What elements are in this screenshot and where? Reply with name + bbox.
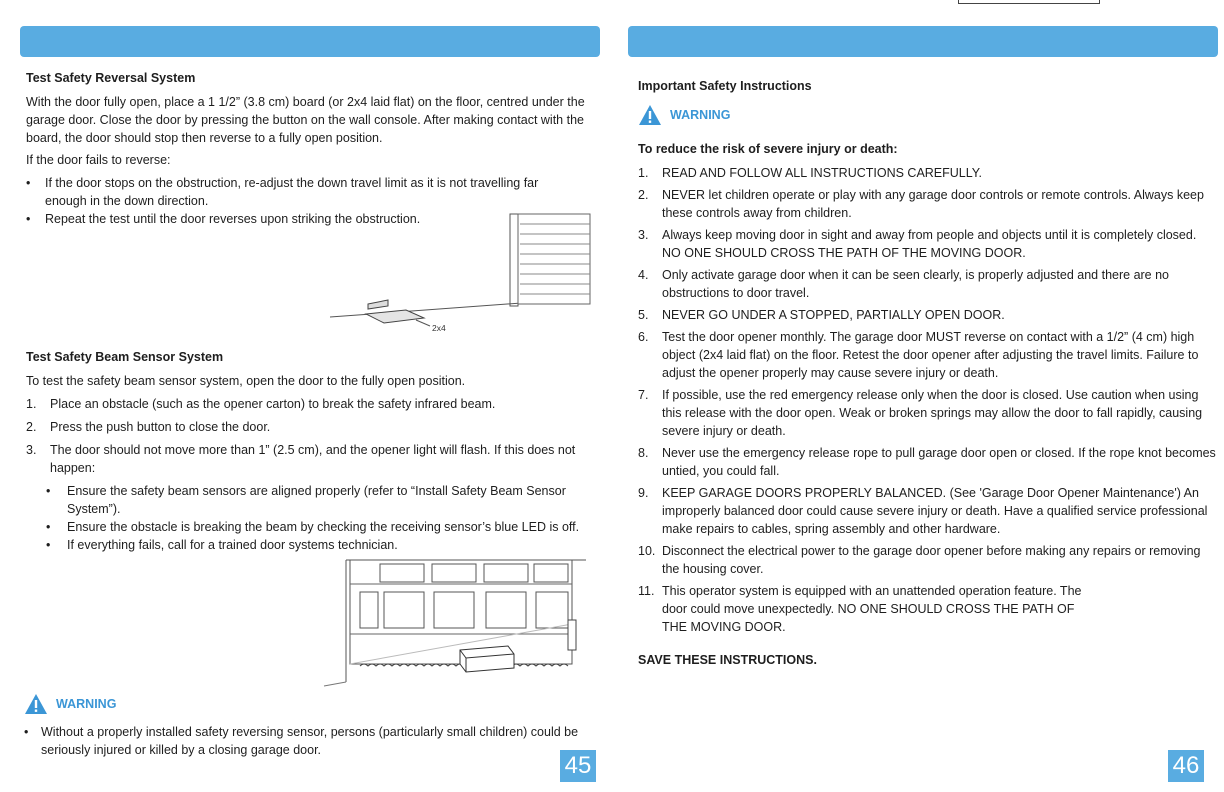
- beam-intro: To test the safety beam sensor system, open the door to the fully open position.: [26, 374, 466, 388]
- page-number: 46: [1168, 750, 1204, 782]
- warning-row: [638, 104, 730, 126]
- warning-label: WARNING: [670, 108, 731, 122]
- list-item: • If everything fails, call for a trained door systems technician.: [46, 538, 398, 552]
- list-item: 8. Never use the emergency release rope to pull garage door open or closed. If the rope knot becomes untied, you could fall.: [638, 446, 1216, 478]
- page-header-bar: [628, 26, 1218, 57]
- list-item: • Ensure the obstacle is breaking the beam by checking the receiving sensor’s blue LED is off.: [46, 520, 580, 534]
- list-item: 5. NEVER GO UNDER A STOPPED, PARTIALLY OPEN DOOR.: [638, 308, 1005, 322]
- list-item: • Ensure the safety beam sensors are aligned properly (refer to “Install Safety Beam Sensor System”).: [46, 484, 566, 516]
- list-item: 1. READ AND FOLLOW ALL INSTRUCTIONS CAREFULLY.: [638, 166, 982, 180]
- list-item: 4. Only activate garage door when it can be seen clearly, is properly adjusted and there are no obstructions to door travel.: [638, 268, 1170, 300]
- section-heading-safety: Important Safety Instructions: [638, 79, 812, 93]
- list-item: • If the door stops on the obstruction, re-adjust the down travel limit as it is not travelling far enough in the down direction.: [26, 176, 539, 208]
- list-item: 7. If possible, use the red emergency release only when the door is closed. Use caution when using this release with the door open. Weak or broken springs may allow the door to fall rapidly, causing severe injury or death.: [638, 388, 1203, 438]
- reversal-intro: With the door fully open, place a 1 1/2” (3.8 cm) board (or 2x4 laid flat) on the floor, centred under the garage door. Close the door by pressing the button on the wall console. After making contact with the board, the door should stop then reverse to a fully open position.: [26, 95, 585, 145]
- warning-icon: [638, 104, 662, 126]
- save-instructions: SAVE THESE INSTRUCTIONS.: [638, 653, 817, 667]
- page-number: 45: [560, 750, 596, 782]
- list-item: • Repeat the test until the door reverses upon striking the obstruction.: [26, 212, 421, 226]
- list-item: 2. NEVER let children operate or play with any garage door controls or remote controls. Always keep these controls away from children.: [638, 188, 1204, 220]
- list-item: 3. The door should not move more than 1” (2.5 cm), and the opener light will flash. If this does not happen:: [26, 443, 576, 475]
- list-item: 10. Disconnect the electrical power to the garage door opener before making any repairs or removing the housing cover.: [638, 544, 1201, 576]
- list-item: 11. This operator system is equipped with an unattended operation feature. The door could move unexpectedly. NO ONE SHOULD CROSS THE PATH OF THE MOVING DOOR.: [638, 584, 1082, 634]
- warning-row: [24, 693, 116, 715]
- list-item: 9. KEEP GARAGE DOORS PROPERLY BALANCED. (See 'Garage Door Opener Maintenance') An improperly balanced door could cause severe injury or death. Have a qualified service professional make repairs to cables, spring assembly and other hardware.: [638, 486, 1208, 536]
- list-item: 1. Place an obstacle (such as the opener carton) to break the safety infrared beam.: [26, 397, 496, 411]
- top-border-mark: [958, 0, 1100, 4]
- risk-subheading: To reduce the risk of severe injury or death:: [638, 142, 898, 156]
- board-label: 2x4: [432, 323, 446, 333]
- beam-bullets: [46, 482, 600, 554]
- list-item: 6. Test the door opener monthly. The garage door MUST reverse on contact with a 1/2” (4 cm) high object (2x4 laid flat) on the floor. Retest the door opener after adjusting the travel limits. Failure to adjust the opener properly may cause severe injury or death.: [638, 330, 1199, 380]
- warning-icon: [24, 693, 48, 715]
- list-item: • Without a properly installed safety reversing sensor, persons (particularly small children) could be seriously injured or killed by a closing garage door.: [24, 725, 579, 757]
- page-header-bar: [20, 26, 600, 57]
- safety-instructions-list: [638, 164, 1216, 640]
- reversal-fail-text: If the door fails to reverse:: [26, 153, 171, 167]
- list-item: 2. Press the push button to close the door.: [26, 420, 271, 434]
- page-46: [612, 0, 1224, 792]
- reversal-test-illustration: [328, 210, 598, 340]
- warning-label: WARNING: [56, 697, 117, 711]
- section-heading-beam: Test Safety Beam Sensor System: [26, 350, 224, 364]
- section-heading-reversal: Test Safety Reversal System: [26, 71, 196, 85]
- warning-bullets: [24, 723, 600, 759]
- list-item: 3. Always keep moving door in sight and away from people and objects until it is completely closed. NO ONE SHOULD CROSS THE PATH OF THE MOVING DOOR.: [638, 228, 1197, 260]
- garage-door-illustration: [320, 558, 590, 690]
- beam-steps: [26, 395, 600, 481]
